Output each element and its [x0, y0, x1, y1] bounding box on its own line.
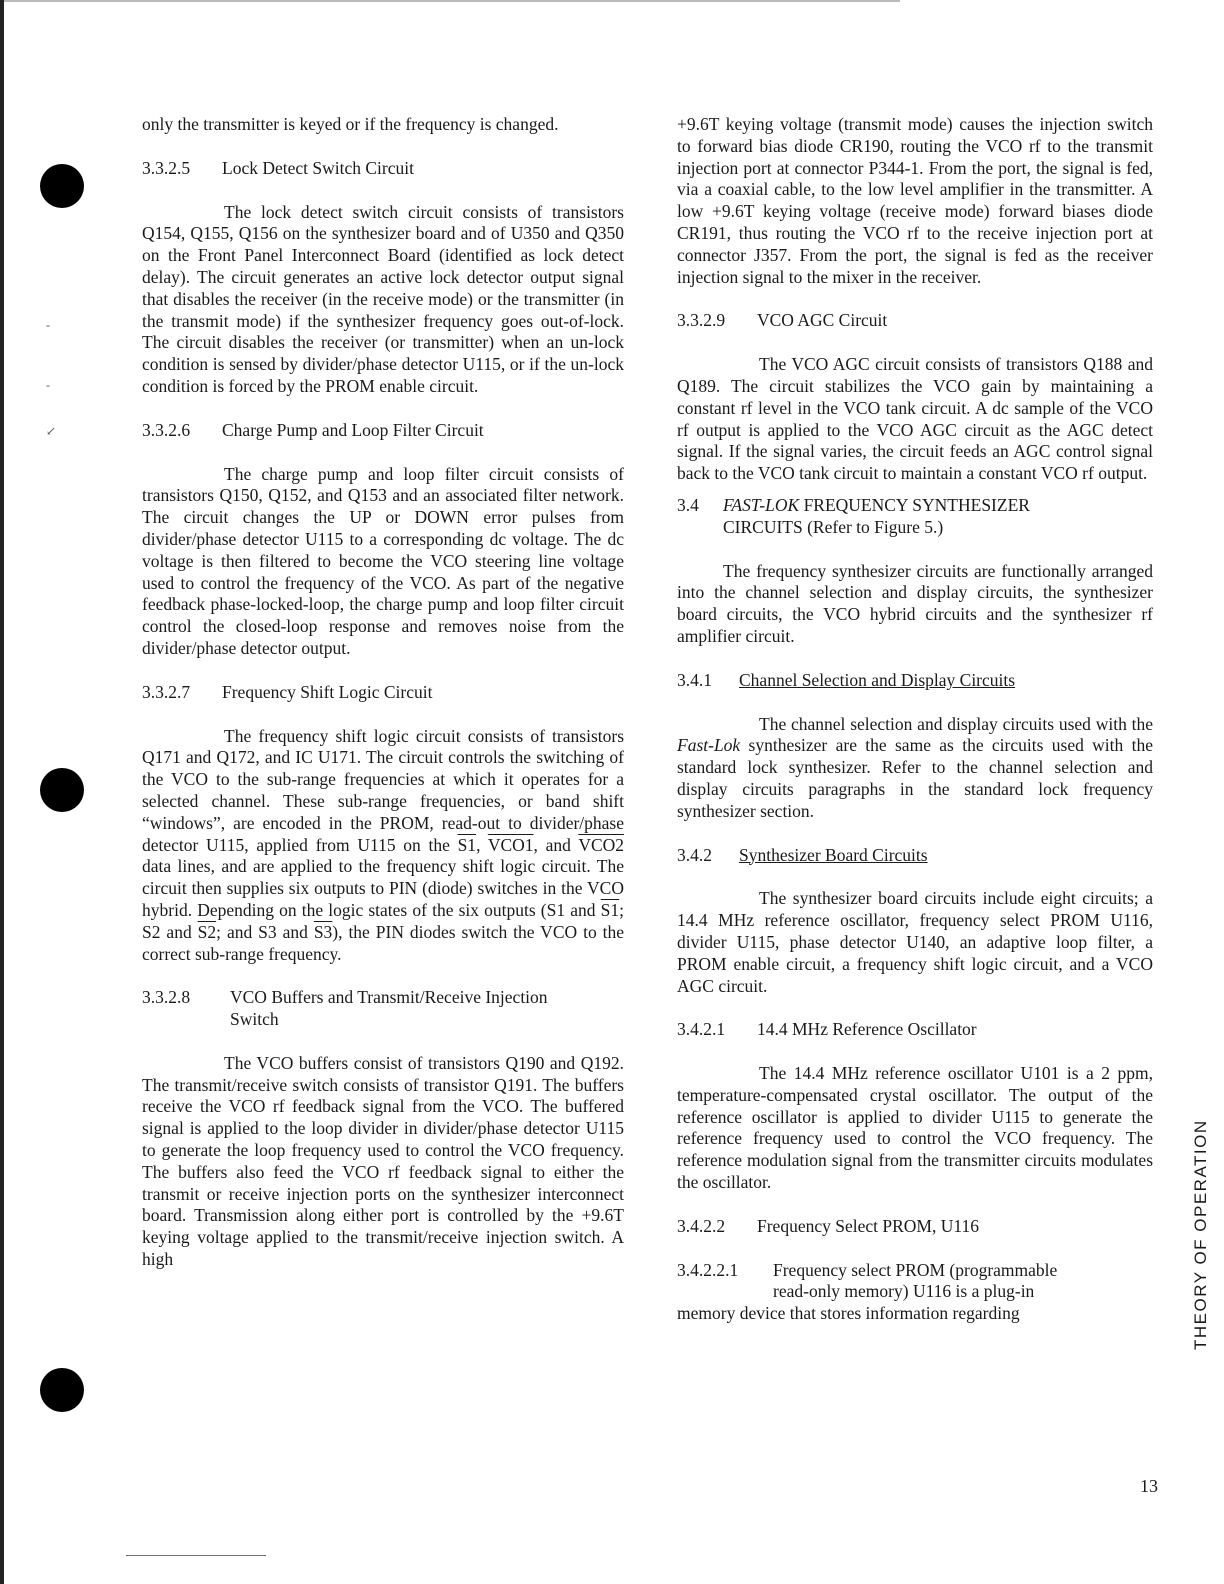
section-heading-3-4-2-2-1 — [677, 1260, 1153, 1282]
section-number: 3.3.2.8 — [142, 987, 191, 1008]
right-column — [677, 114, 1153, 1325]
section-body — [677, 714, 1153, 823]
left-column — [142, 114, 624, 1271]
section-number: 3.4.2.2 — [677, 1215, 726, 1236]
section-number: 3.4.2 — [677, 844, 712, 865]
section-heading-3-3-2-9 — [677, 310, 1153, 332]
section-heading-3-3-2-8 — [142, 987, 624, 1009]
section-number: 3.3.2.7 — [142, 681, 191, 702]
section-title: FREQUENCY SYNTHESIZER — [799, 494, 1030, 515]
section-heading-3-3-2-6 — [142, 420, 624, 442]
section-body: The VCO AGC circuit consists of transistors Q188 and Q189. The circuit stabilizes the VCO gain by maintaining a constant rf level in the VCO tank circuit. A dc sample of the VCO rf output is applied to the VCO AGC circuit as the AGC detect signal. If the signal varies, the circuit feeds an AGC control signal back to the VCO tank circuit to maintain a constant VCO rf output. — [677, 354, 1153, 484]
section-heading-3-4-2-1 — [677, 1019, 1153, 1041]
signal-name: S3 — [313, 921, 333, 942]
section-number: 3.4.1 — [677, 669, 712, 690]
binder-hole-top — [40, 164, 84, 208]
signal-name: VCO1 — [487, 834, 534, 855]
section-body: The charge pump and loop filter circuit consists of transistors Q150, Q152, and Q153 and an associated filter network. The circuit changes the UP or DOWN error pulses from divider/phase detector U115 to a corresponding dc voltage. The dc voltage is then filtered to become the VCO steering line voltage used to control the frequency of the VCO. As part of the negative feedback phase-locked-loop, the charge pump and loop filter circuit control the closed-loop response and removes noise from the divider/phase detector output. — [142, 463, 624, 658]
section-title-continued: Switch — [230, 1009, 279, 1030]
intro-paragraph: only the transmitter is keyed or if the frequency is changed. — [142, 114, 559, 134]
body-text: Frequency select PROM (programmable — [773, 1259, 1058, 1280]
section-number: 3.4.2.2.1 — [677, 1259, 739, 1280]
section-number: 3.4 — [677, 494, 699, 515]
section-title-italic: FAST-LOK — [723, 494, 800, 515]
signal-name: S1 — [600, 899, 620, 920]
body-text-italic: Fast-Lok — [677, 735, 741, 756]
section-title: Frequency Select PROM, U116 — [757, 1215, 979, 1236]
body-text: memory device that stores information regarding — [677, 1303, 1020, 1324]
body-text: , and — [533, 834, 571, 855]
page-number: 13 — [1140, 1476, 1158, 1496]
intro-paragraph: +9.6T keying voltage (transmit mode) causes the injection switch to forward bias diode CR190, routing the VCO rf to the transmit injection port at connector P344-1. From the port, the signal is fed, via a coaxial cable, to the low level amplifier in the transmitter. A low +9.6T keying voltage (receive mode) forward biases diode CR191, thus routing the VCO rf to the receive injection port at connector J357. From the port, the signal is fed as the receiver injection signal to the mixer in the receiver. — [677, 114, 1153, 287]
chapter-sidebar-label: THEORY OF OPERATION — [1191, 1119, 1210, 1350]
section-title: Channel Selection and Display Circuits — [739, 669, 1016, 690]
body-text: read-only memory) U116 is a plug-in — [773, 1281, 1035, 1302]
body-text: , — [476, 834, 481, 855]
signal-name: S1 — [457, 834, 477, 855]
section-heading-3-4-2 — [677, 845, 1153, 867]
section-body: The 14.4 MHz reference oscillator U101 is a 2 ppm, temperature-compensated crystal oscillator. The output of the reference oscillator is applied to divider U115 to generate the reference frequency used to control the VCO frequency. The reference modulation signal from the transmitter circuits modulates the oscillator. — [677, 1063, 1153, 1193]
section-number: 3.3.2.5 — [142, 157, 191, 178]
section-body: The VCO buffers consist of transistors Q190 and Q192. The transmit/receive switch consists of transistor Q191. The buffers receive the VCO rf feedback signal from the VCO. The buffered signal is applied to the loop divider in divider/phase detector U115 to generate the loop frequency used to control the VCO frequency. The buffers also feed the VCO rf feedback signal to either the transmit or receive injection ports on the synthesizer interconnect board. Transmission along either port is controlled by the +9.6T keying voltage applied to the transmit/receive injection switch. A high — [142, 1052, 624, 1270]
section-title: 14.4 MHz Reference Oscillator — [757, 1019, 977, 1040]
section-body — [142, 726, 624, 966]
section-title: Frequency Shift Logic Circuit — [222, 681, 433, 702]
signal-name: S2 — [197, 921, 217, 942]
section-number: 3.4.2.1 — [677, 1019, 726, 1040]
body-text: synthesizer are the same as the circuits used with the standard lock synthesizer. Refer to the channel selection and display circuits paragraphs in the standard lock frequency synthesizer section. — [677, 735, 1153, 821]
body-text: The frequency shift logic circuit consists of transistors Q171 and Q172, and IC U171. The circuit controls the switching of the VCO to the sub-range frequencies at which it operates for a selected channel. These sub-range frequencies, or band shift “windows”, are encoded in the PROM, read-out to divider/phase detector U115, applied from U115 on the — [142, 725, 624, 855]
section-heading-3-3-2-5 — [142, 158, 624, 180]
section-title: Synthesizer Board Circuits — [739, 844, 928, 865]
section-body: The lock detect switch circuit consists of transistors Q154, Q155, Q156 on the synthesizer board and of U350 and Q350 on the Front Panel Interconnect Board (identified as lock detect delay). The circuit generates an active lock detector output signal that disables the receiver (in the receive mode) or the transmitter (in the transmit mode) if the synthesizer frequency goes out-of-lock. The circuit disables the receiver (or transmitter) when an un-lock condition is sensed by divider/phase detector U115, or if the un-lock condition is forced by the PROM enable circuit. — [142, 201, 624, 396]
page-top-rule — [0, 0, 900, 2]
section-heading-3-4-2-2 — [677, 1216, 1153, 1238]
section-title: Lock Detect Switch Circuit — [222, 157, 414, 178]
signal-name: VCO2 — [578, 834, 625, 855]
body-text: data lines, and are applied to the frequency shift logic circuit. The circuit then supplies six outputs to PIN (diode) switches in the VCO hybrid. Depending on the logic states of the six outputs (S1 and — [142, 856, 624, 920]
section-number: 3.3.2.6 — [142, 419, 191, 440]
margin-mark: - — [46, 318, 50, 332]
section-body: The frequency synthesizer circuits are functionally arranged into the channel selection and display circuits, the synthesizer board circuits, the VCO hybrid circuits and the synthesizer rf amplifier circuit. — [677, 560, 1153, 646]
body-text: The channel selection and display circuits used with the — [759, 713, 1153, 734]
body-text: ; S2 and — [142, 899, 625, 942]
section-title-continued: CIRCUITS (Refer to Figure 5.) — [723, 516, 944, 537]
binder-hole-middle — [40, 768, 84, 812]
section-heading-3-3-2-7 — [142, 682, 624, 704]
section-title: VCO AGC Circuit — [757, 310, 888, 331]
margin-mark: - — [46, 378, 50, 392]
section-body: The synthesizer board circuits include eight circuits; a 14.4 MHz reference oscillator, frequency select PROM U116, divider U115, phase detector U140, an adaptive loop filter, a PROM enable circuit, a frequency shift logic circuit, and a VCO AGC circuit. — [677, 888, 1153, 996]
section-title: VCO Buffers and Transmit/Receive Injection — [230, 987, 548, 1008]
section-heading-3-4-1 — [677, 670, 1153, 692]
body-text: ; and S3 and — [216, 921, 308, 942]
page-left-edge — [0, 0, 4, 1584]
section-number: 3.3.2.9 — [677, 310, 726, 331]
body-text: ), the PIN diodes switch the VCO to the correct sub-range frequency. — [142, 921, 625, 964]
binder-hole-bottom — [40, 1368, 84, 1412]
bottom-rule — [126, 1555, 266, 1556]
section-title: Charge Pump and Loop Filter Circuit — [222, 419, 484, 440]
margin-mark: ↙ — [46, 424, 57, 438]
section-heading-3-4 — [677, 495, 1153, 517]
